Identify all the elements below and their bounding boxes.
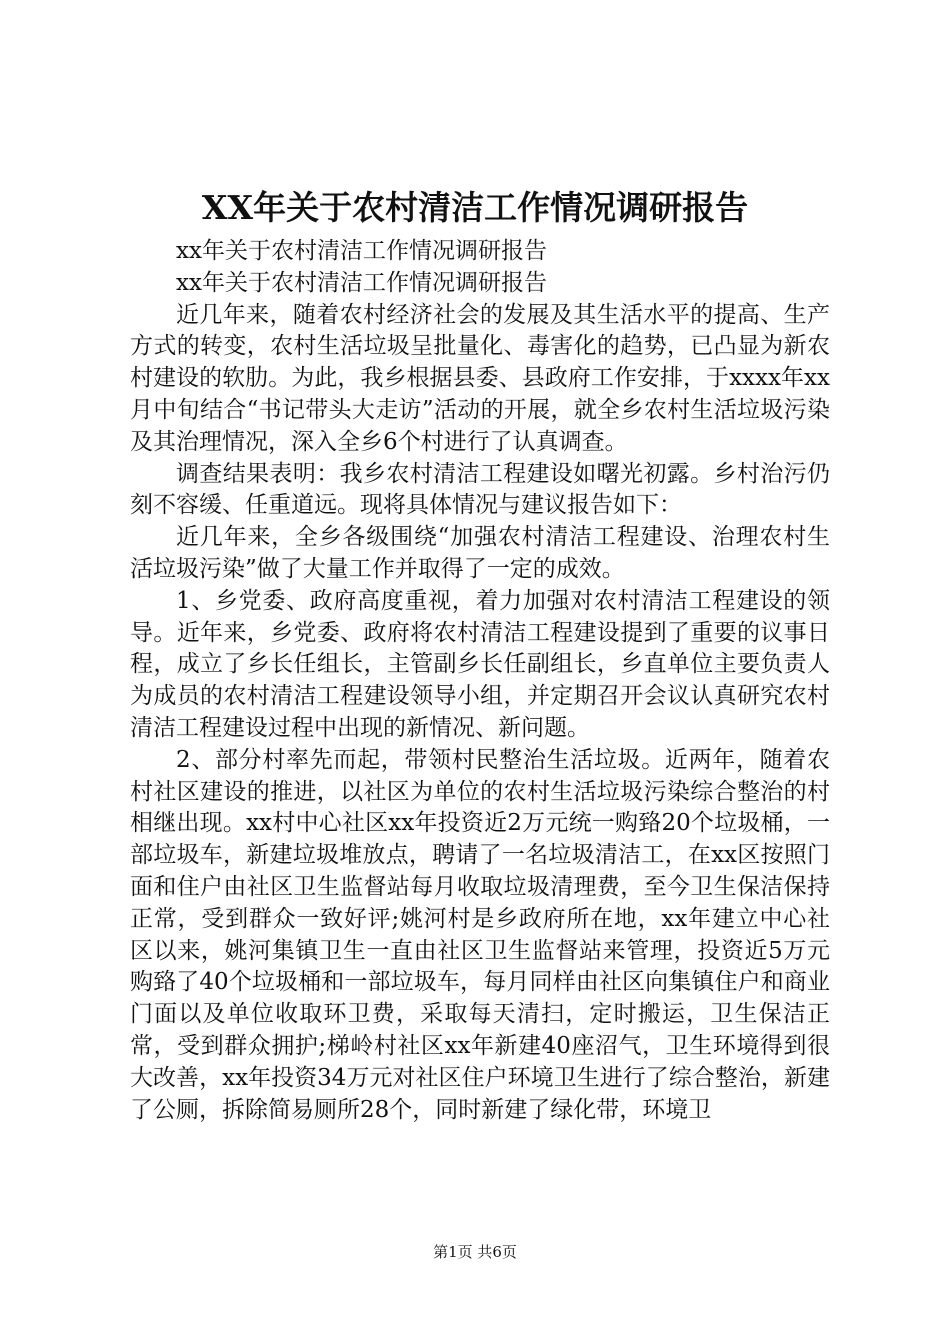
document-title: XX年关于农村清洁工作情况调研报告	[201, 188, 749, 227]
paragraph-intro: 近几年来，随着农村经济社会的发展及其生活水平的提高、生产方式的转变，农村生活垃圾呈批量化、毒害化的趋势，已凸显为新农村建设的软肋。为此，我乡根据县委、县政府工作安排，于xxxx年xx月中旬结合“书记带头大走访”活动的开展，就全乡农村生活垃圾污染及其治理情况，深入全乡6个村进行了认真调查。	[130, 301, 830, 455]
paragraph-subtitle-2: xx年关于农村清洁工作情况调研报告	[176, 269, 547, 296]
document-body	[130, 236, 830, 1126]
paragraph-subtitle-1: xx年关于农村清洁工作情况调研报告	[176, 238, 547, 264]
paragraph-survey-result: 调查结果表明：我乡农村清洁工程建设如曙光初露。乡村治污仍刻不容缓、任重道远。现将具体情况与建议报告如下：	[130, 460, 830, 519]
paragraph-point-1: 1、乡党委、政府高度重视，着力加强对农村清洁工程建设的领导。近年来，乡党委、政府将农村清洁工程建设提到了重要的议事日程，成立了乡长任组长，主管副乡长任副组长，乡直单位主要负责人为成员的农村清洁工程建设领导小组，并定期召开会议认真研究农村清洁工程建设过程中出现的新情况、新问题。	[130, 587, 830, 741]
paragraph-point-2: 2、部分村率先而起，带领村民整治生活垃圾。近两年，随着农村社区建设的推进，以社区为单位的农村生活垃圾污染综合整治的村相继出现。xx村中心社区xx年投资近2万元统一购臵20个垃圾桶，一部垃圾车，新建垃圾堆放点，聘请了一名垃圾清洁工，在xx区按照门面和住户由社区卫生监督站每月收取垃圾清理费，至今卫生保洁保持正常，受到群众一致好评;姚河村是乡政府所在地，xx年建立中心社区以来，姚河集镇卫生一直由社区卫生监督站来管理，投资近5万元购臵了40个垃圾桶和一部垃圾车，每月同样由社区向集镇住户和商业门面以及单位收取环卫费，采取每天清扫，定时搬运，卫生保洁正常，受到群众拥护;梯岭村社区xx年新建40座沼气，卫生环境得到很大改善，xx年投资34万元对社区住户环境卫生进行了综合整治，新建了公厕，拆除简易厕所28个，同时新建了绿化带，环境卫	[130, 746, 830, 1123]
page-footer: 第1页 共6页	[433, 1243, 517, 1261]
paragraph-achievements: 近几年来，全乡各级围绕“加强农村清洁工程建设、治理农村生活垃圾污染”做了大量工作并取得了一定的成效。	[130, 524, 830, 582]
